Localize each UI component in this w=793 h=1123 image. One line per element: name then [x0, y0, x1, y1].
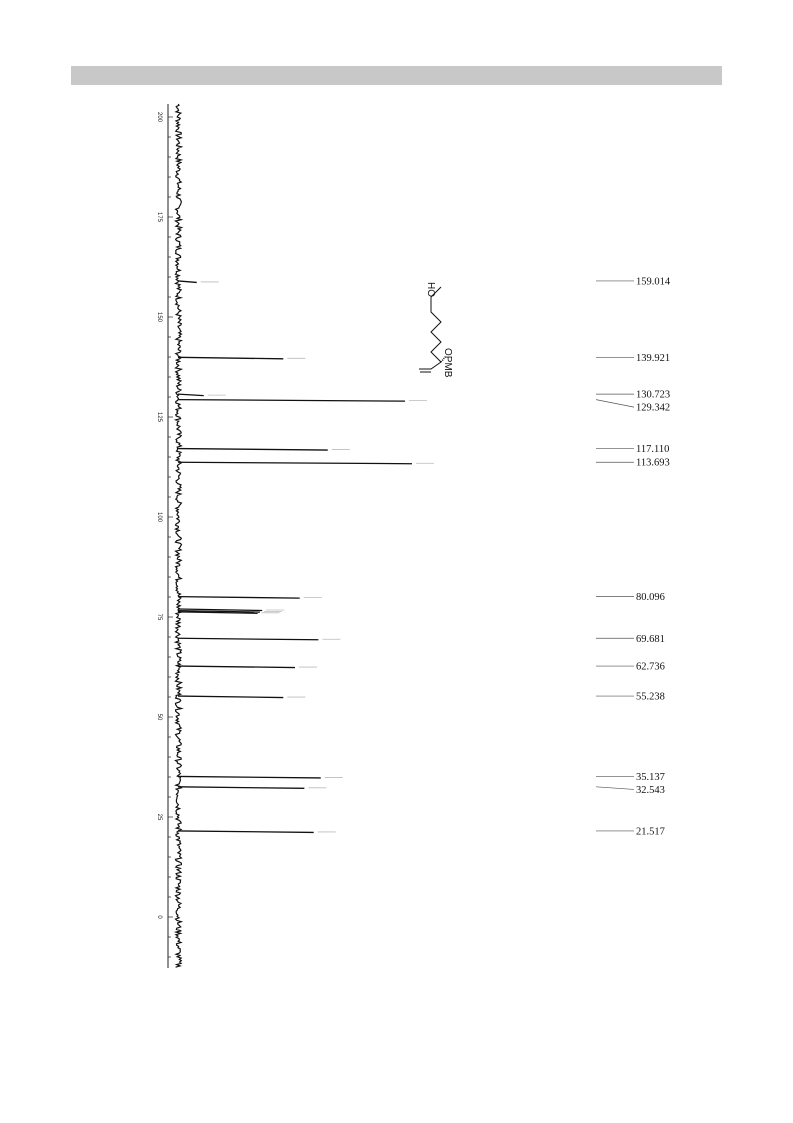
- peak: [178, 787, 304, 789]
- peak-label: 159.014: [636, 276, 671, 288]
- peak-label: 32.543: [636, 784, 665, 796]
- peak: [178, 400, 405, 402]
- peak: [178, 394, 204, 396]
- peak-label: 129.342: [636, 402, 671, 414]
- tick-label: 0: [156, 915, 162, 919]
- peaks-group: [178, 281, 434, 832]
- peak: [178, 462, 412, 464]
- peak-leader-line: [596, 787, 634, 790]
- peak-label: 139.921: [636, 352, 671, 364]
- peak-leader-line: [596, 400, 634, 407]
- peak-label: 117.110: [636, 444, 670, 456]
- peak: [178, 666, 295, 668]
- axis-group: [156, 104, 173, 968]
- peak-label: 113.693: [636, 457, 670, 469]
- peak: [178, 831, 314, 833]
- tick-label: 75: [156, 613, 162, 621]
- tick-label: 50: [156, 713, 162, 721]
- tick-label: 25: [156, 813, 162, 821]
- peak: [178, 696, 283, 698]
- peak-label: 62.736: [636, 661, 665, 673]
- molecule-chain: [431, 287, 441, 362]
- baseline-noise: [176, 104, 182, 967]
- peak-label: 21.517: [636, 826, 665, 838]
- tick-label: 125: [156, 411, 162, 423]
- tick-label: 175: [156, 211, 162, 223]
- ether-label: OPMB: [442, 348, 453, 378]
- baseline-trace: [176, 104, 182, 967]
- tick-label: 100: [156, 511, 162, 523]
- tick-label: 150: [156, 311, 162, 323]
- peak: [178, 449, 328, 451]
- peak-label: 35.137: [636, 771, 665, 783]
- peak: [178, 357, 283, 359]
- peak: [178, 597, 300, 599]
- peak-label: 55.238: [636, 691, 665, 703]
- hydroxyl-label: HO: [425, 282, 436, 297]
- molecule-structure: [419, 282, 453, 378]
- molecule-vinyl: [419, 362, 441, 369]
- peak-labels-group: [596, 276, 671, 837]
- peak: [178, 776, 321, 778]
- peak-label: 80.096: [636, 592, 665, 604]
- peak: [178, 638, 318, 640]
- peak-label: 130.723: [636, 389, 671, 401]
- tick-label: 200: [156, 111, 162, 123]
- peak-label: 69.681: [636, 633, 665, 645]
- peak: [178, 281, 197, 283]
